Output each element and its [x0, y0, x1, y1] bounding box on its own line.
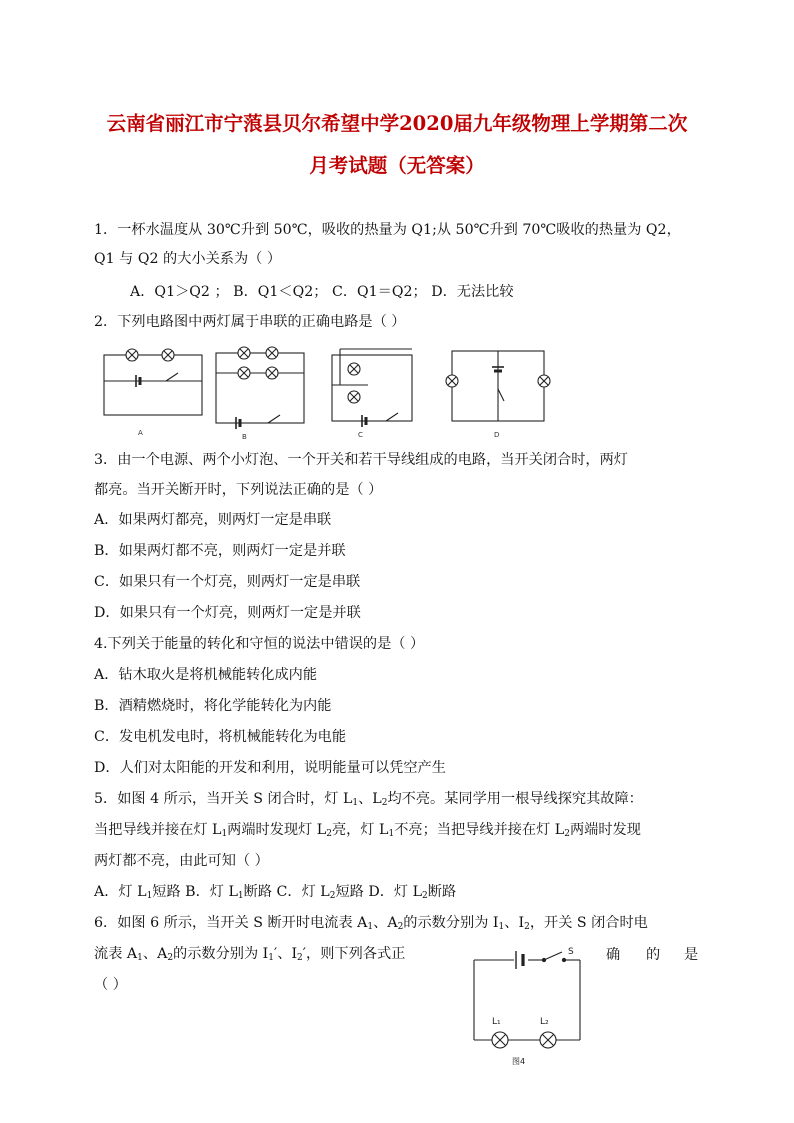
circuit-figure-d — [446, 351, 550, 421]
figure-4-caption: 图4 — [512, 1057, 526, 1066]
question-2-stem: 2．下列电路图中两灯属于串联的正确电路是（ ） — [94, 314, 406, 330]
figure-4-lamp1-label: L₁ — [492, 1017, 501, 1027]
figure-label-a: A — [138, 429, 143, 437]
question-4-option-c: C．发电机发电时，将机械能转化为电能 — [94, 729, 347, 745]
figure-label-b: B — [242, 433, 247, 441]
question-3-option-c: C．如果只有一个灯亮，则两灯一定是串联 — [94, 574, 361, 590]
question-6-line2: 流表 $A_1$、$A_2$的示数分别为 $I_1'$、$I_2'$，则下列各式正 — [94, 946, 406, 963]
question-5-line3: 两灯都不亮，由此可知（ ） — [94, 853, 269, 869]
question-6-line1: 6．如图 6 所示，当开关 S 断开时电流表 $A_1$、$A_2$的示数分别为 $I_1$、$I_2$，开关 S 闭合时电 — [94, 915, 648, 932]
question-4-option-b: B．酒精燃烧时，将化学能转化为内能 — [94, 698, 332, 714]
figure-4-circuit — [468, 942, 608, 1070]
question-6-line2-tail-2: 的 — [646, 947, 661, 963]
question-1-line1: 1．一杯水温度从 30℃升到 50℃，吸收的热量为 Q1;从 50℃升到 70℃吸收的热量为 Q2， — [94, 222, 681, 238]
question-5-line1: 5．如图 4 所示，当开关 S 闭合时，灯 $L_1$、$L_2$均不亮。某同学用一根导线探究其故障： — [94, 791, 643, 808]
page-title-line1: 云南省丽江市宁蒗县贝尔希望中学2020届九年级物理上学期第二次 — [106, 112, 688, 135]
question-6-line2-tail-1: 确 — [606, 947, 621, 963]
question-5-options: A．灯 $L_1$短路 B．灯 $L_1$断路 C．灯 $L_2$短路 D．灯 $L_2$断路 — [94, 884, 457, 901]
question-1-line2: Q1 与 Q2 的大小关系为（ ） — [94, 251, 282, 267]
question-3-option-d: D．如果只有一个灯亮，则两灯一定是并联 — [94, 605, 361, 621]
question-5-line2: 当把导线并接在灯 $L_1$两端时发现灯 $L_2$亮，灯 $L_1$不亮；当把导线并接在灯 $L_2$两端时发现 — [94, 822, 641, 839]
question-4-option-a: A．钻木取火是将机械能转化成内能 — [94, 667, 318, 683]
question-4-option-d: D．人们对太阳能的开发和利用，说明能量可以凭空产生 — [94, 760, 446, 776]
question-3-option-b: B．如果两灯都不亮，则两灯一定是并联 — [94, 543, 346, 559]
figure-4-lamp2-label: L₂ — [540, 1017, 549, 1027]
circuit-figure-b — [216, 347, 304, 429]
question-6-line3: （ ） — [94, 977, 127, 993]
figure-label-d: D — [494, 431, 500, 439]
question-4-stem: 4.下列关于能量的转化和守恒的说法中错误的是（ ） — [94, 636, 425, 652]
circuit-figure-a — [104, 349, 202, 415]
figure-label-c: C — [358, 431, 363, 439]
page-title-line2: 月考试题（无答案） — [309, 154, 485, 177]
question-3-option-a: A．如果两灯都亮，则两灯一定是串联 — [94, 512, 332, 528]
question-3-line1: 3．由一个电源、两个小灯泡、一个开关和若干导线组成的电路，当开关闭合时，两灯 — [94, 452, 628, 468]
question-1-options: A．Q1＞Q2 ； B．Q1＜Q2； C．Q1＝Q2； D．无法比较 — [130, 284, 514, 300]
circuit-figure-c — [332, 349, 412, 427]
question-2-circuit-figures — [96, 345, 556, 445]
question-6-line2-tail-3: 是 — [684, 947, 699, 963]
question-3-line2: 都亮。当开关断开时，下列说法正确的是（ ） — [94, 482, 383, 498]
figure-4-switch-label: S — [568, 947, 574, 957]
